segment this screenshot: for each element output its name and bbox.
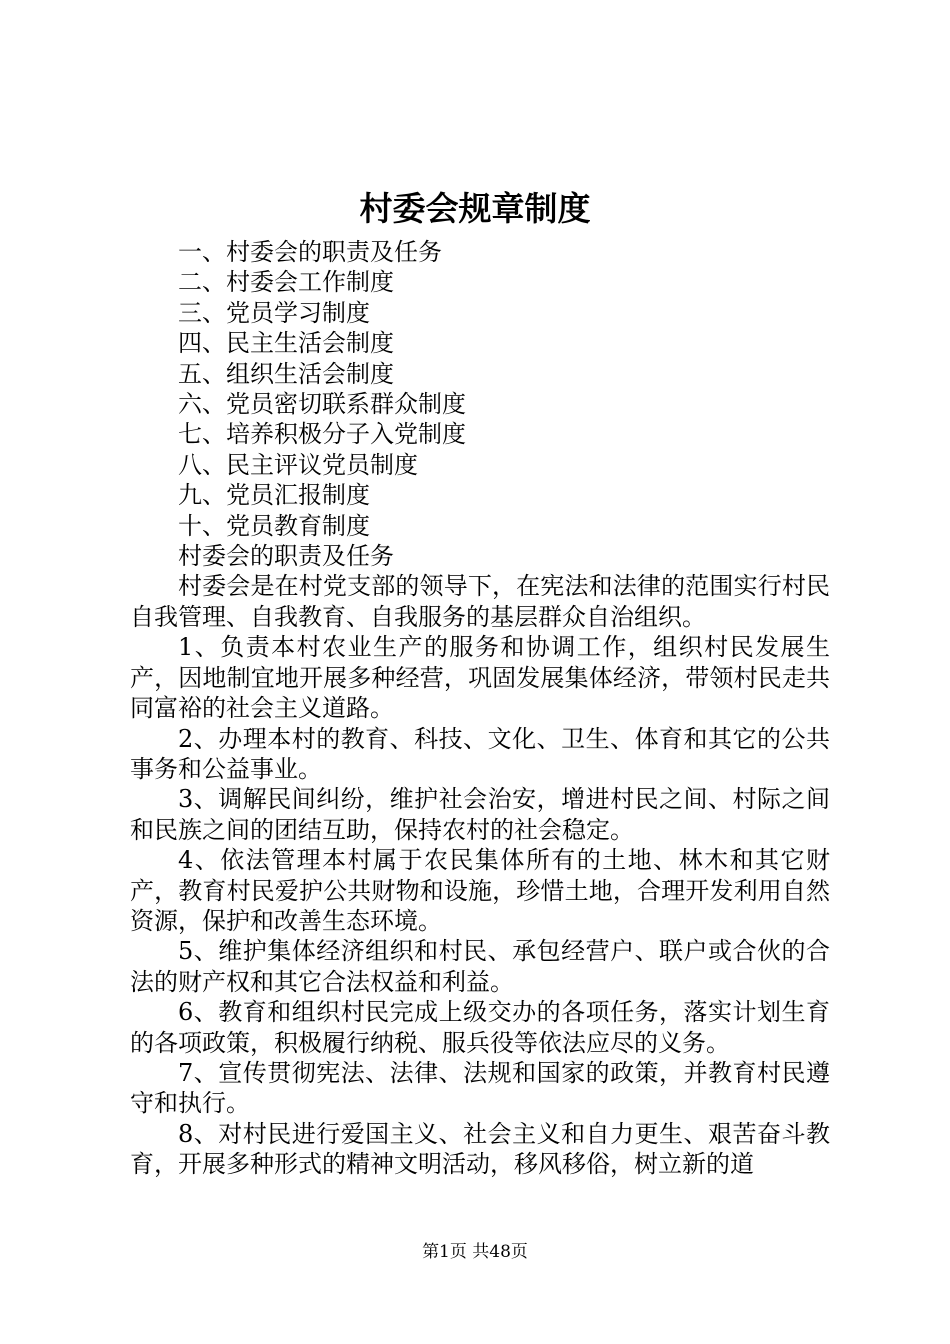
toc-item: 一、村委会的职责及任务 <box>178 238 442 266</box>
page-footer <box>0 1240 950 1264</box>
table-of-contents <box>130 237 830 541</box>
toc-item: 七、培养积极分子入党制度 <box>178 420 466 449</box>
toc-item: 四、民主生活会制度 <box>178 329 394 358</box>
paragraph: 6、教育和组织村民完成上级交办的各项任务，落实计划生育的各项政策，积极履行纳税、服兵役等依法应尽的义务。 <box>130 998 830 1057</box>
toc-item: 二、村委会工作制度 <box>178 268 394 297</box>
toc-item: 六、党员密切联系群众制度 <box>178 390 466 419</box>
page-title: 村委会规章制度 <box>359 189 591 228</box>
paragraph: 2、办理本村的教育、科技、文化、卫生、体育和其它的公共事务和公益事业。 <box>130 724 830 783</box>
paragraph: 4、依法管理本村属于农民集体所有的土地、林木和其它财产，教育村民爱护公共财物和设施，珍惜土地，合理开发利用自然资源，保护和改善生态环境。 <box>130 846 830 935</box>
paragraph: 3、调解民间纠纷，维护社会治安，增进村民之间、村际之间和民族之间的团结互助，保持农村的社会稳定。 <box>130 785 830 844</box>
section-heading: 村委会的职责及任务 <box>178 542 394 571</box>
paragraph: 1、负责本村农业生产的服务和协调工作，组织村民发展生产，因地制宜地开展多种经营，巩固发展集体经济，带领村民走共同富裕的社会主义道路。 <box>130 633 830 723</box>
paragraph: 8、对村民进行爱国主义、社会主义和自力更生、艰苦奋斗教育，开展多种形式的精神文明活动，移风移俗，树立新的道 <box>130 1119 830 1179</box>
toc-item: 三、党员学习制度 <box>178 298 370 327</box>
toc-item: 九、党员汇报制度 <box>178 481 370 510</box>
toc-item: 五、组织生活会制度 <box>178 359 394 388</box>
paragraph: 5、维护集体经济组织和村民、承包经营户、联户或合伙的合法的财产权和其它合法权益和利益。 <box>130 937 830 996</box>
toc-item: 八、民主评议党员制度 <box>178 450 418 479</box>
paragraph: 7、宣传贯彻宪法、法律、法规和国家的政策，并教育村民遵守和执行。 <box>130 1058 830 1118</box>
toc-item: 十、党员教育制度 <box>178 511 370 540</box>
paragraph: 村委会是在村党支部的领导下，在宪法和法律的范围实行村民自我管理、自我教育、自我服务的基层群众自治组织。 <box>130 572 830 631</box>
page-number-label: 第1页 共48页 <box>422 1242 528 1262</box>
document-body <box>130 237 830 1180</box>
